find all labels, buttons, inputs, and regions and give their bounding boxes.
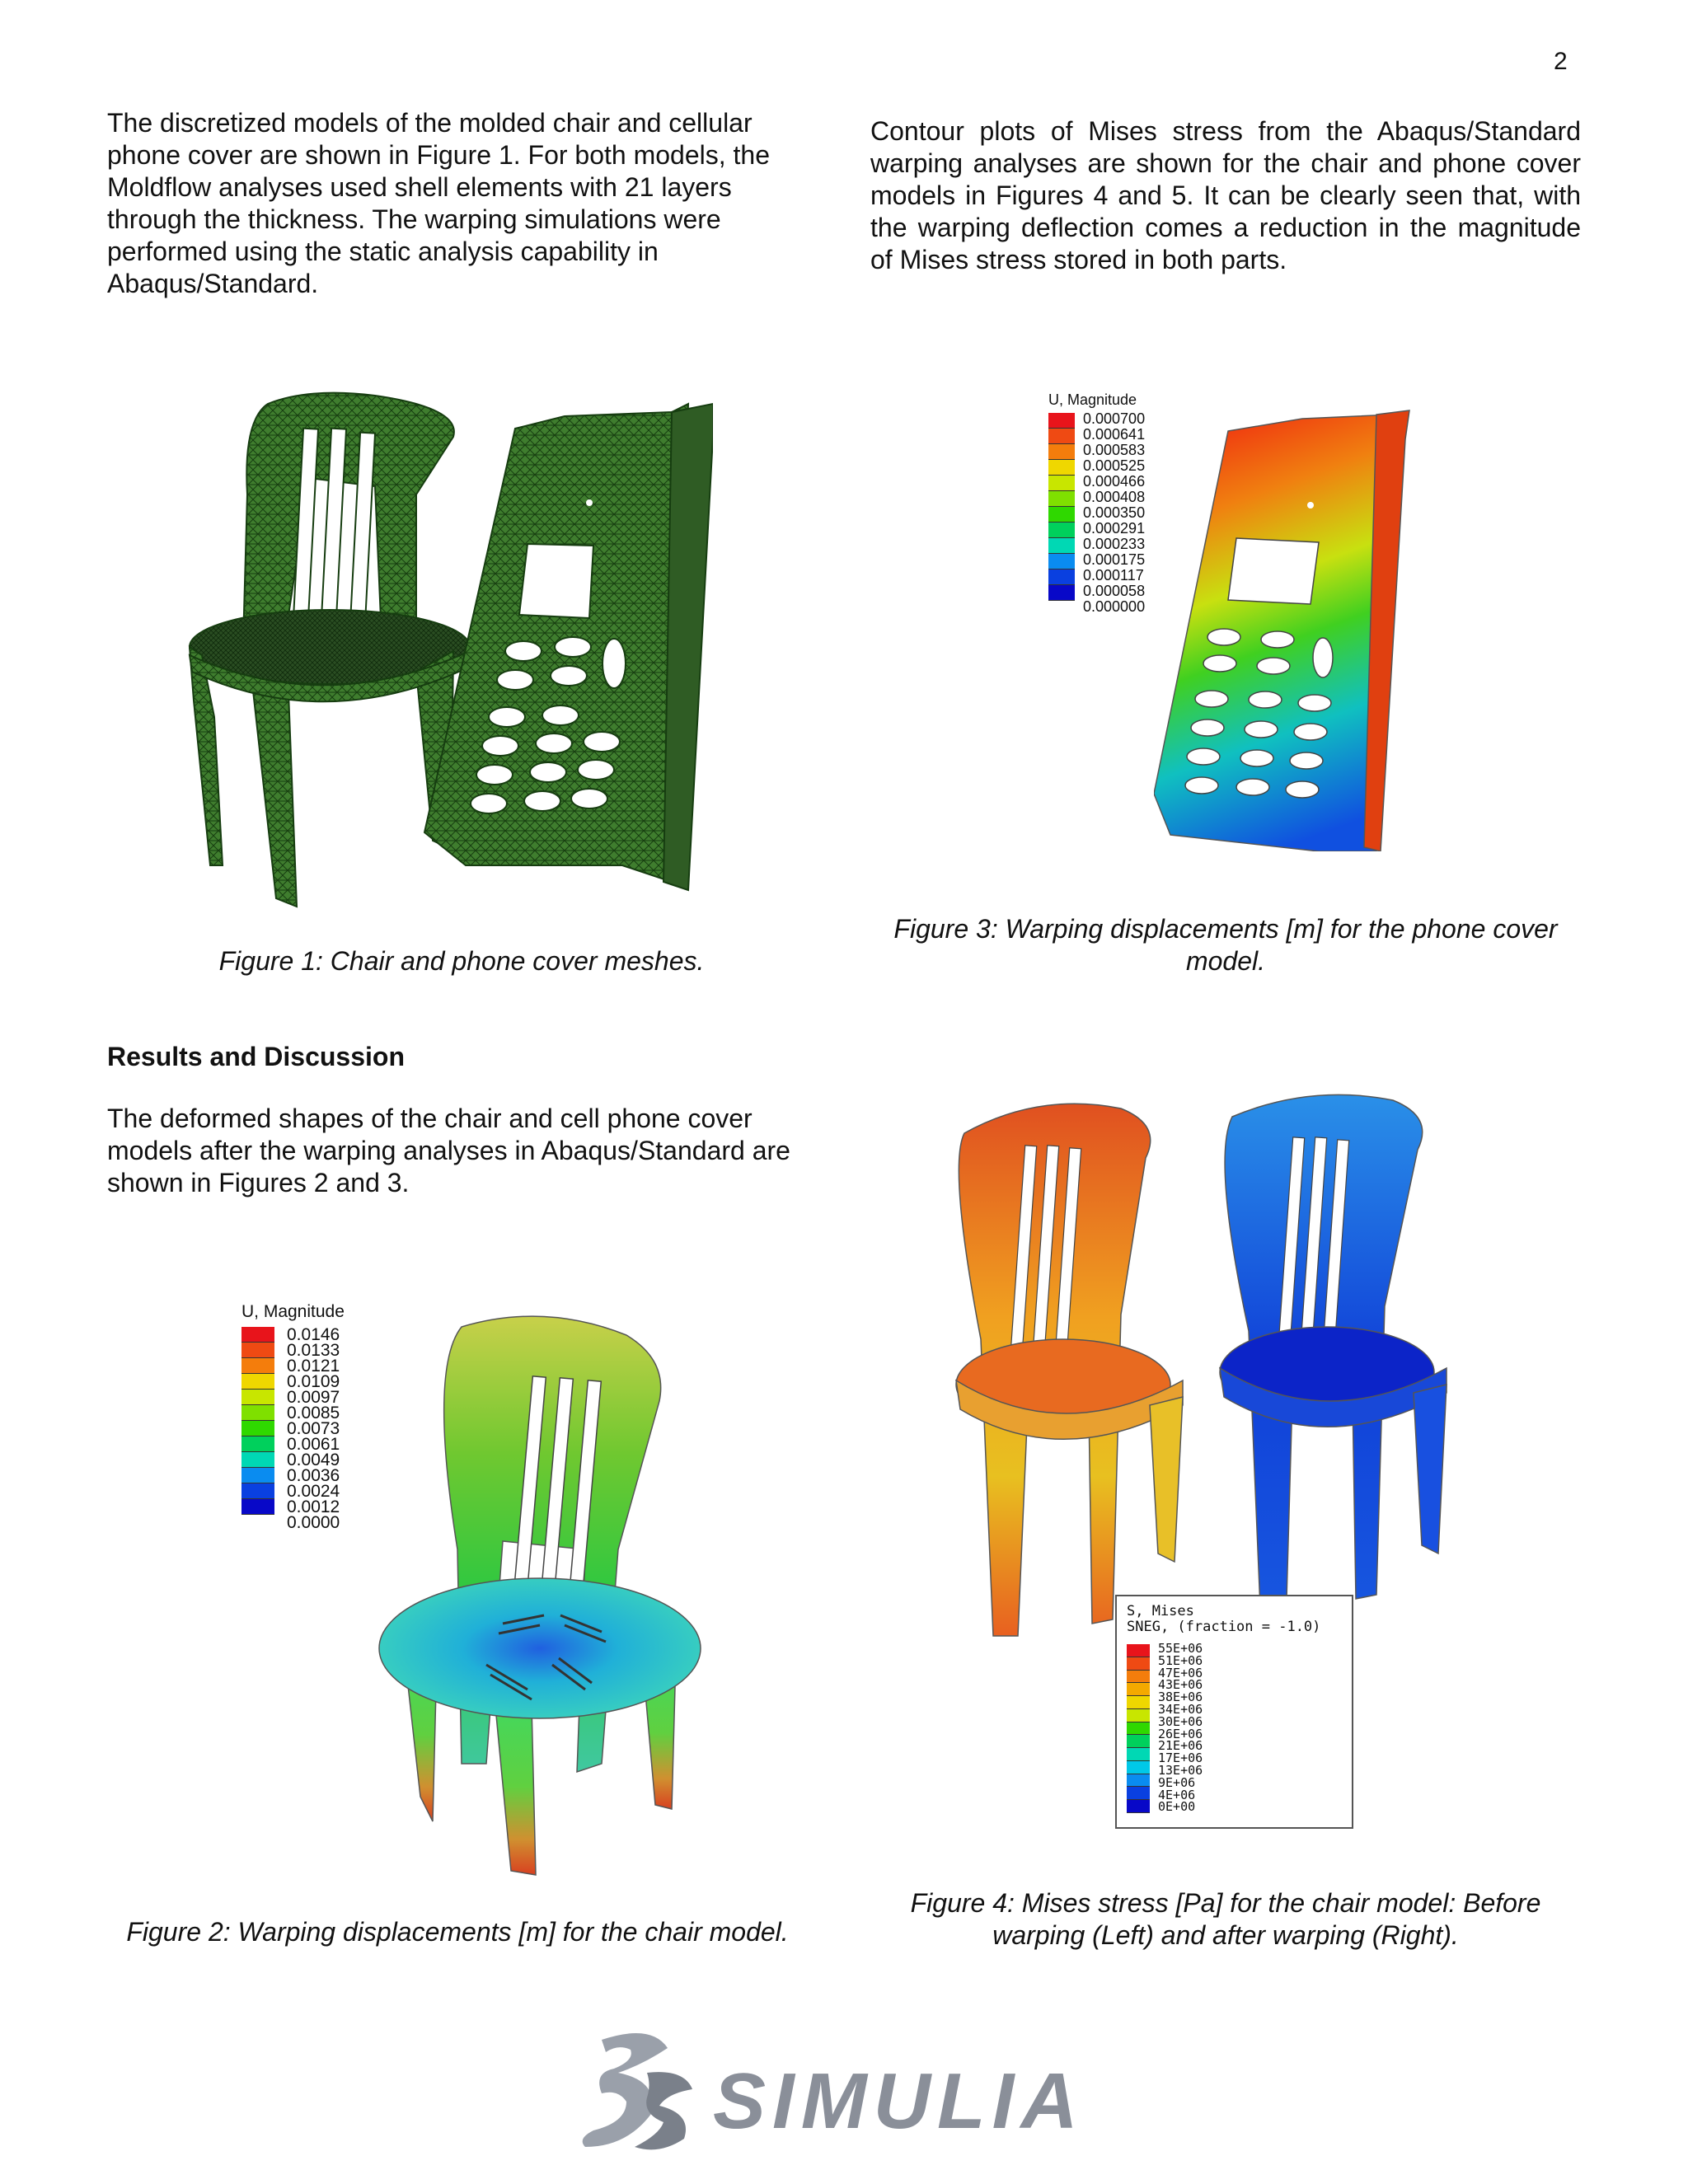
figure-3-phone-displacement <box>1047 390 1426 851</box>
legend-value: 34E+06 <box>1158 1701 1203 1717</box>
chair-after-warping <box>1220 1094 1447 1628</box>
legend-value: 13E+06 <box>1158 1762 1203 1778</box>
legend-value: 0.0085 <box>287 1404 340 1422</box>
figure-1-caption: Figure 1: Chair and phone cover meshes. <box>218 946 705 976</box>
legend-value: 0.0073 <box>287 1419 340 1438</box>
legend-value: 55E+06 <box>1158 1641 1203 1656</box>
legend-value: 0.0097 <box>287 1388 340 1407</box>
legend-value: 0.000408 <box>1083 489 1146 505</box>
colorbar-segment <box>1048 460 1075 476</box>
legend-value: 0.0121 <box>287 1357 340 1376</box>
colorbar-segment <box>1127 1800 1150 1813</box>
legend-value: 30E+06 <box>1158 1713 1203 1729</box>
colorbar-segment <box>241 1483 274 1499</box>
colorbar-segment <box>241 1374 274 1390</box>
legend-value: 0.000291 <box>1083 520 1146 537</box>
fig2-chair-contour <box>354 1302 816 1887</box>
3ds-logo-icon <box>569 2023 709 2163</box>
legend-value: 0.0133 <box>287 1341 340 1360</box>
legend-value: 0.0146 <box>287 1325 340 1344</box>
colorbar-segment <box>1127 1761 1150 1774</box>
fig3-legend-labels <box>1083 411 1145 615</box>
colorbar-segment <box>1048 476 1075 491</box>
colorbar-segment <box>1127 1722 1150 1736</box>
legend-value: 38E+06 <box>1158 1690 1203 1705</box>
fig2-colorbar <box>241 1327 274 1515</box>
colorbar-segment <box>241 1499 274 1515</box>
legend-value: 4E+06 <box>1158 1787 1196 1802</box>
figure-1-meshes <box>144 371 713 915</box>
legend-value: 0.0109 <box>287 1372 340 1391</box>
contour-paragraph: Contour plots of Mises stress from the Abaqus/Standard warping analyses are shown for the chair and phone cover models in Figures 4 and 5. It can be clearly seen that, with the warping deflection comes a reduction in the magnitude of Mises stress stored in both parts. <box>870 116 1581 274</box>
legend-value: 0.000175 <box>1083 551 1146 568</box>
colorbar-segment <box>1127 1709 1150 1722</box>
colorbar-segment <box>1048 413 1075 429</box>
legend-value: 17E+06 <box>1158 1750 1203 1766</box>
legend-value: 0.0000 <box>287 1513 340 1532</box>
colorbar-segment <box>1127 1657 1150 1671</box>
fig4-legend-title: S, Mises <box>1127 1603 1194 1619</box>
legend-value: 0.000117 <box>1083 567 1144 583</box>
legend-value: 0.000350 <box>1083 504 1146 521</box>
legend-value: 0.000525 <box>1083 457 1146 474</box>
colorbar-segment <box>1048 523 1075 538</box>
colorbar-segment <box>1048 444 1075 460</box>
colorbar-segment <box>1048 507 1075 523</box>
fig3-colorbar <box>1048 413 1075 601</box>
colorbar-segment <box>241 1343 274 1358</box>
legend-value: 0.000583 <box>1083 442 1146 458</box>
results-paragraph: The deformed shapes of the chair and cell phone cover models after the warping analyses in Abaqus/Standard are shown in Figures 2 and 3. <box>107 1104 790 1197</box>
colorbar-segment <box>1127 1671 1150 1684</box>
colorbar-segment <box>241 1390 274 1405</box>
figure-2-chair-displacement <box>239 1302 816 1887</box>
colorbar-segment <box>1127 1644 1150 1657</box>
fig3-legend-title: U, Magnitude <box>1048 391 1137 408</box>
colorbar-segment <box>1127 1774 1150 1788</box>
colorbar-segment <box>241 1436 274 1452</box>
legend-value: 0.000466 <box>1083 473 1146 490</box>
fig4-colorbar <box>1127 1644 1150 1813</box>
figure-2-caption: Figure 2: Warping displacements [m] for the chair model. <box>126 1917 789 1947</box>
legend-value: 26E+06 <box>1158 1726 1203 1741</box>
colorbar-segment <box>241 1327 274 1343</box>
legend-value: 0.0024 <box>287 1482 340 1501</box>
results-heading: Results and Discussion <box>107 1042 405 1071</box>
fig4-chairs-contour <box>948 1092 1541 1661</box>
legend-value: 0.0061 <box>287 1435 340 1454</box>
colorbar-segment <box>1127 1683 1150 1696</box>
chair-before-warping <box>956 1104 1183 1636</box>
figure-4-mises-stress <box>948 1092 1541 1834</box>
legend-value: 21E+06 <box>1158 1738 1203 1754</box>
fig4-legend-box <box>1115 1595 1353 1829</box>
legend-value: 0.000700 <box>1083 410 1146 427</box>
colorbar-segment <box>241 1358 274 1374</box>
legend-value: 51E+06 <box>1158 1652 1203 1668</box>
legend-value: 0.000233 <box>1083 536 1146 552</box>
legend-value: 0.000058 <box>1083 583 1146 599</box>
colorbar-segment <box>1048 569 1075 585</box>
fig2-legend-title: U, Magnitude <box>241 1302 345 1321</box>
phone-cover-mesh <box>424 404 713 890</box>
colorbar-segment <box>1127 1748 1150 1761</box>
figure-4-caption: Figure 4: Mises stress [Pa] for the chair model: Before warping (Left) and after warping (Right). <box>910 1888 1541 1950</box>
figure-3-caption: Figure 3: Warping displacements [m] for the phone cover model. <box>893 914 1558 976</box>
colorbar-segment <box>1048 538 1075 554</box>
legend-value: 0.000641 <box>1083 426 1146 443</box>
legend-value: 0.0012 <box>287 1497 340 1516</box>
legend-value: 0E+00 <box>1158 1799 1196 1815</box>
colorbar-segment <box>1127 1735 1150 1748</box>
colorbar-segment <box>1048 554 1075 569</box>
colorbar-segment <box>241 1405 274 1421</box>
legend-value: 47E+06 <box>1158 1665 1203 1680</box>
fig2-legend-labels <box>287 1327 340 1530</box>
fig4-legend-labels <box>1158 1643 1203 1813</box>
simulia-logo <box>569 2023 1113 2163</box>
simulia-wordmark: SIMULIA <box>713 2057 1085 2145</box>
page-number: 2 <box>1554 48 1568 75</box>
colorbar-segment <box>1127 1787 1150 1800</box>
colorbar-segment <box>241 1452 274 1468</box>
legend-value: 0.0049 <box>287 1451 340 1469</box>
intro-paragraph: The discretized models of the molded chair and cellular phone cover are shown in Figure 1. For both models, the Moldflow analyses used shell elements with 21 layers through the thickness. The warping simulations were performed using the static analysis capability in Abaqus/Standard. <box>107 108 770 298</box>
colorbar-segment <box>1048 491 1075 507</box>
fig3-phone-contour <box>1154 406 1426 851</box>
legend-value: 9E+06 <box>1158 1774 1196 1790</box>
legend-value: 0.000000 <box>1083 598 1146 615</box>
legend-value: 43E+06 <box>1158 1677 1203 1693</box>
colorbar-segment <box>1048 429 1075 444</box>
fig4-legend-subtitle: SNEG, (fraction = -1.0) <box>1127 1619 1321 1635</box>
colorbar-segment <box>241 1468 274 1483</box>
colorbar-segment <box>1127 1696 1150 1709</box>
colorbar-segment <box>241 1421 274 1436</box>
legend-value: 0.0036 <box>287 1466 340 1485</box>
colorbar-segment <box>1048 585 1075 601</box>
